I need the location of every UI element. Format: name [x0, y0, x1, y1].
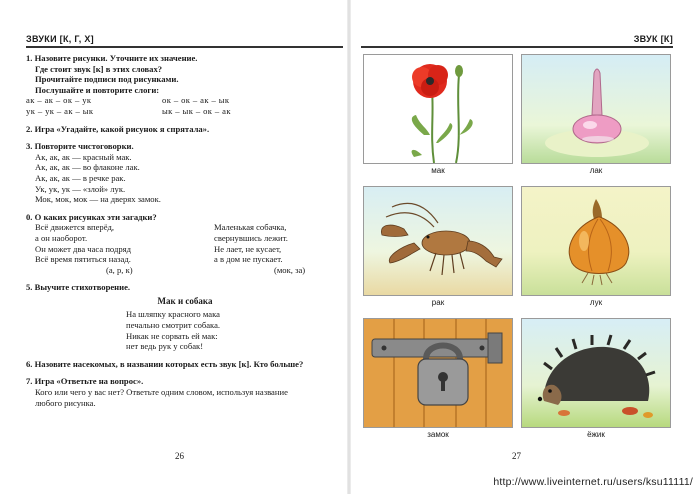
riddle-answer: (а, р, к) [106, 264, 133, 275]
right-header-rule [361, 46, 673, 48]
task-number: 2. [26, 123, 33, 134]
syllables: ык – ык – ок – ак [162, 105, 231, 116]
poem-line: нет ведь рук у собак! [126, 341, 204, 352]
riddle-line: Он может два часа подряд [35, 243, 131, 254]
tongue-twister: Ук, ук, ук — «злой» лук. [35, 183, 126, 194]
tongue-twister: Мок, мок, мок — на дверях замок. [35, 194, 161, 205]
task-2 [26, 124, 344, 135]
task-line: любого рисунка. [35, 397, 96, 408]
left-header-rule [26, 46, 343, 48]
caption-mak: мак [431, 166, 445, 175]
task-text: Назовите насекомых, в названии которых есть звук [к]. Кто больше? [34, 358, 304, 369]
riddle-line: а в дом не пускает. [214, 254, 283, 265]
caption-yozhik: ёжик [587, 430, 605, 439]
task-3 [26, 141, 344, 205]
riddle-line: Всё движется вперёд, [35, 222, 115, 233]
caption-lak: лак [589, 166, 603, 175]
poem-line: печально смотрит собака. [126, 320, 221, 331]
poppy-picture [363, 54, 513, 164]
task-text: Выучите стихотворение. [34, 282, 131, 293]
hedgehog-picture [521, 318, 671, 428]
onion-picture [521, 186, 671, 296]
task-1 [26, 53, 344, 117]
nail-polish-picture [521, 54, 671, 164]
riddle-answer: (мок, за) [274, 264, 306, 275]
syllable-row [26, 95, 344, 106]
task-text: Игра «Ответьте на вопрос». [34, 376, 144, 387]
syllables: ок – ок – ак – ык [162, 95, 230, 106]
syllables: ук – ук – ак – ык [26, 105, 94, 116]
tongue-twister: Ак, ак, ак — красный мак. [35, 151, 132, 162]
poem-title: Мак и собака [157, 295, 213, 306]
task-4 [26, 212, 344, 276]
task-line: Где стоит звук [к] в этих словах? [35, 63, 163, 74]
task-line: Прочитайте подписи под рисунками. [35, 74, 179, 85]
task-number: 5. [26, 282, 33, 293]
left-page-header: ЗВУКИ [К, Г, Х] [26, 34, 94, 44]
task-text: Повторите чистоговорки. [34, 141, 134, 152]
task-text: Назовите рисунки. Уточните их значение. [34, 53, 198, 63]
riddle-line: свернувшись лежит. [214, 232, 288, 243]
task-number: 0. [26, 211, 33, 222]
task-number: 3. [26, 141, 33, 152]
poem-line: Никак не сорвать ей мак: [126, 330, 218, 341]
task-line: Послушайте и повторите слоги: [35, 84, 160, 95]
left-page-content [26, 53, 344, 415]
right-page [349, 0, 699, 494]
riddle-1 [26, 222, 214, 275]
tongue-twister: Ак, ак, ак — в речке рак. [35, 172, 126, 183]
task-number: 7. [26, 376, 33, 387]
padlock-picture [363, 318, 513, 428]
task-7 [26, 376, 344, 408]
crayfish-picture [363, 186, 513, 296]
syllables: ак – ак – ок – ук [26, 95, 92, 106]
right-page-header: ЗВУК [К] [633, 34, 673, 44]
page-number-left: 26 [175, 451, 184, 461]
left-page [0, 0, 349, 494]
riddle-line: Не лает, не кусает, [214, 243, 282, 254]
task-number: 6. [26, 358, 33, 369]
riddle-2 [214, 222, 344, 275]
syllable-row [26, 106, 344, 117]
caption-zamok: замок [427, 430, 449, 439]
riddles [26, 222, 344, 275]
task-number: 1. [26, 53, 33, 63]
task-line: Кого или чего у вас нет? Ответьте одним словом, используя название [35, 387, 288, 398]
watermark-url: http://www.liveinternet.ru/users/ksu11111/ [493, 476, 693, 488]
caption-rak: рак [431, 298, 445, 307]
task-6 [26, 359, 344, 370]
task-5 [26, 282, 344, 352]
page-number-right: 27 [512, 451, 521, 461]
riddle-line: а он наоборот. [35, 232, 88, 243]
riddle-line: Маленькая собачка, [214, 222, 287, 233]
caption-luk: лук [589, 298, 603, 307]
poem-line: На шляпку красного мака [126, 309, 220, 320]
task-text: О каких рисунках эти загадки? [34, 211, 157, 222]
task-text: Игра «Угадайте, какой рисунок я спрятала». [34, 123, 210, 134]
riddle-line: Всё время пятиться назад. [35, 254, 131, 265]
tongue-twister: Ак, ак, ак — во флаконе лак. [35, 162, 140, 173]
